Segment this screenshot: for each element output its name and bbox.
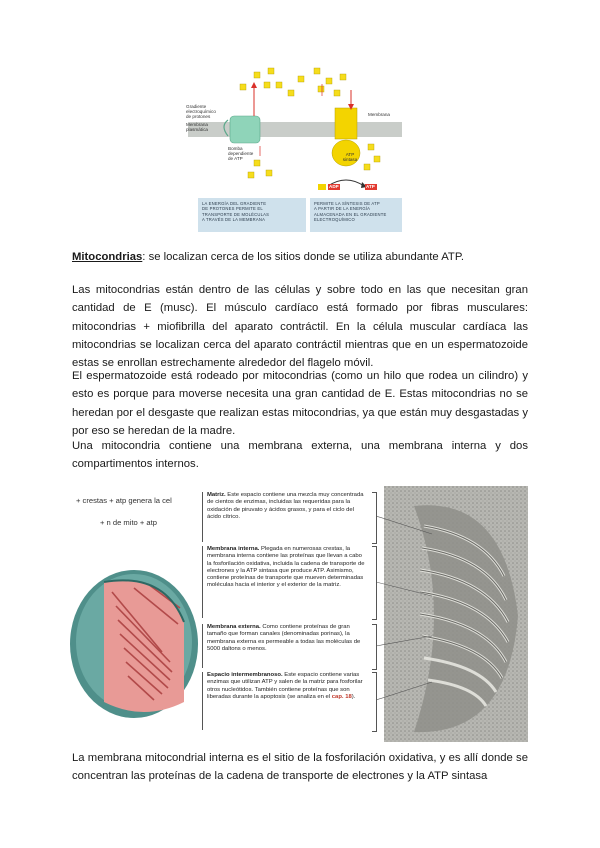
chapter-reference: cap. 18 xyxy=(331,693,352,700)
label-atp-synthase: ATP sintasa xyxy=(342,152,358,163)
pi-tag xyxy=(318,184,326,190)
label-adp: ADP xyxy=(329,184,339,189)
figure1-caption-right: PERMITE LA SÍNTESIS DE ATP A PARTIR DE LA ENERGÍA ALMACENADA EN EL GRADIENTE ELECTROQUÍMICO xyxy=(310,198,402,232)
note-cristae: + crestas + atp genera la cel xyxy=(76,496,172,505)
proton-gradient-figure xyxy=(168,60,404,240)
paragraph-structure: Una mitocondria contiene una membrana externa, una membrana interna y dos compartimentos internos. xyxy=(72,440,528,471)
label-gradient: Gradiente electroquímico de protones xyxy=(186,104,216,120)
box-inner-body: Plegada en numerosas crestas, la membrana interna contiene las proteínas que llevan a cabo la fosforilación oxidativa, incluida la cadena de transporte de electrones y la ATP sintasa que produce ATP. Asimismo, contiene proteínas de transporte que mueven determinadas moléculas hacia el interior y el exterior de la matriz. xyxy=(207,546,365,589)
box-intermembrane xyxy=(202,672,368,730)
leader-lines xyxy=(376,486,436,742)
label-atp: ATP xyxy=(366,184,375,189)
mitochondria-figure xyxy=(62,484,532,746)
term-mitocondrias: Mitocondrias xyxy=(72,251,143,263)
atp-synthase-stalk xyxy=(335,108,357,139)
intro-rest: : se localizan cerca de los sitios donde se utiliza abundante ATP. xyxy=(142,251,465,263)
label-pump: Bomba dependiente de ATP xyxy=(228,146,254,162)
figure1-caption-left: LA ENERGÍA DEL GRADIENTE DE PROTONES PERMITE EL TRANSPORTE DE MOLÉCULAS A TRAVÉS DE LA MEMBRANA xyxy=(198,198,306,232)
paragraph-spermatozoid: El espermatozoide está rodeado por mitocondrias (como un hilo que rodea un cilindro) y esto es porque para moverse necesita una gran cantidad de E. Estas mitocondrias no se heredan por el desgaste que realizan estas mitocondrias, ya que están muy desgastadas y por eso se heredan de la madre. xyxy=(72,370,528,437)
paragraph-mitocondrias-intro xyxy=(72,248,528,266)
box-matrix-title: Matriz. xyxy=(207,492,226,498)
box-intermembrane-tail: ). xyxy=(351,693,356,700)
paragraph-inner-membrane: La membrana mitocondrial interna es el sitio de la fosforilación oxidativa, y es allí donde se concentran las proteínas de la cadena de transporte de electrones y la ATP sintasa xyxy=(72,752,528,783)
paragraph-location: Las mitocondrias están dentro de las células y sobre todo en las que necesitan gran cantidad de E (musc). El músculo cardíaco está formado por fibras musculares: mitocondrias + miofibrilla del aparato contráctil. En la célula muscular cardíaca las mitocondrias se localizan cerca del aparato contráctil mientras que en un espermatozoide estas se enrollan estrechamente alrededor del flagelo móvil. xyxy=(72,284,528,370)
label-membrane-right: Membrana xyxy=(368,112,390,117)
box-inner-membrane xyxy=(202,546,368,618)
box-intermembrane-body: Este espacio contiene varias enzimas que utilizan ATP y salen de la matriz para fosforilar otros nucleótidos. También contiene proteínas que son liberadas durante la apoptosis (se analiza en el xyxy=(207,672,363,700)
mitochondrion-illustration xyxy=(64,552,204,722)
box-matrix xyxy=(202,492,368,542)
atp-pump xyxy=(230,116,260,143)
box-outer-membrane xyxy=(202,624,368,668)
box-outer-title: Membrana externa. xyxy=(207,624,261,630)
box-inner-title: Membrana interna. xyxy=(207,546,260,552)
box-intermembrane-title: Espacio intermembranoso. xyxy=(207,672,283,678)
box-outer-body: Como contiene proteínas de gran tamaño que forman canales (denominadas porinas), la membrana externa es permeable a todas las moléculas de 5000 daltons o menos. xyxy=(207,624,361,652)
note-mito-count: + n de mito + atp xyxy=(100,518,157,527)
box-matrix-body: Este espacio contiene una mezcla muy concentrada de cientos de enzimas, incluidas las requeridas para la oxidación de piruvato y ácidos grasos, y para el ciclo del ácido cítrico. xyxy=(207,492,364,520)
label-membrane-left: Membrana plasmática xyxy=(186,122,208,133)
